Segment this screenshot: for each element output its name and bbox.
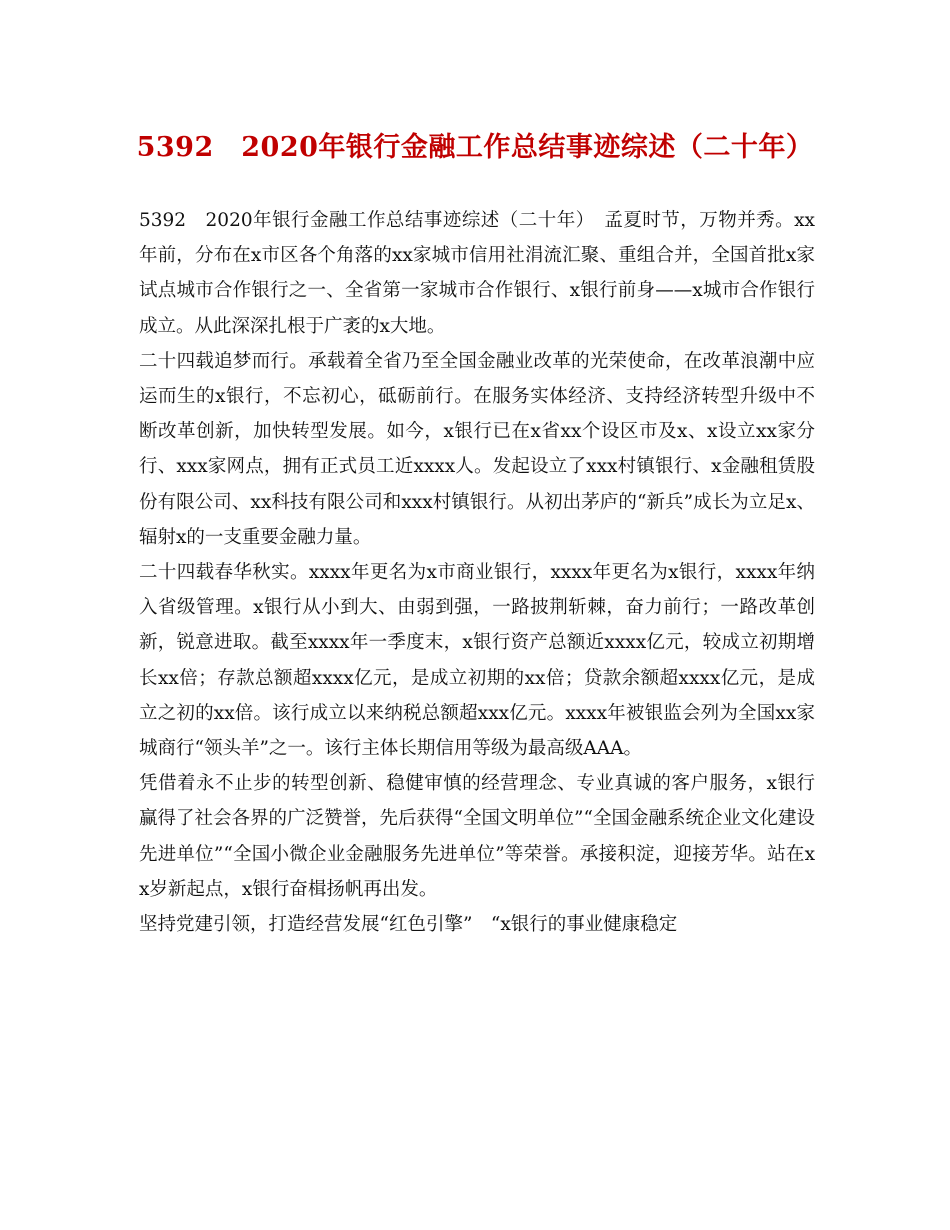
body-paragraph: 凭借着永不止步的转型创新、稳健审慎的经营理念、专业真诚的客户服务，x银行赢得了社会各界的广泛赞誉，先后获得“全国文明单位”“全国金融系统企业文化建设先进单位”“全国小微企业金融服务先进单位”等荣誉。承接积淀，迎接芳华。站在xx岁新起点，x银行奋楫扬帆再出发。	[139, 773, 815, 900]
body-paragraph: 坚持党建引领，打造经营发展“红色引擎” “x银行的事业健康稳定	[139, 914, 678, 936]
document-title: 5392 2020年银行金融工作总结事迹综述（二十年）	[136, 132, 814, 163]
body-paragraph: 5392 2020年银行金融工作总结事迹综述（二十年） 孟夏时节，万物并秀。xx年前，分布在x市区各个角落的xx家城市信用社涓流汇聚、重组合并，全国首批x家试点城市合作银行之一、全省第一家城市合作银行、x银行前身——x城市合作银行成立。从此深深扎根于广袤的x大地。	[139, 210, 815, 337]
body-paragraph: 二十四载春华秋实。xxxx年更名为x市商业银行，xxxx年更名为x银行，xxxx年纳入省级管理。x银行从小到大、由弱到强，一路披荆斩棘，奋力前行；一路改革创新，锐意进取。截至xxxx年一季度末，x银行资产总额近xxxx亿元，较成立初期增长xx倍；存款总额超xxxx亿元，是成立初期的xx倍；贷款余额超xxxx亿元，是成立之初的xx倍。该行成立以来纳税总额超xxx亿元。xxxx年被银监会列为全国xx家城商行“领头羊”之一。该行主体长期信用等级为最高级AAA。	[139, 562, 815, 760]
document-body	[139, 203, 815, 942]
body-paragraph: 二十四载追梦而行。承载着全省乃至全国金融业改革的光荣使命，在改革浪潮中应运而生的x银行，不忘初心，砥砺前行。在服务实体经济、支持经济转型升级中不断改革创新，加快转型发展。如今，x银行已在x省xx个设区市及x、x设立xx家分行、xxx家网点，拥有正式员工近xxxx人。发起设立了xxx村镇银行、x金融租赁股份有限公司、xx科技有限公司和xxx村镇银行。从初出茅庐的“新兵”成长为立足x、辐射x的一支重要金融力量。	[139, 350, 815, 548]
